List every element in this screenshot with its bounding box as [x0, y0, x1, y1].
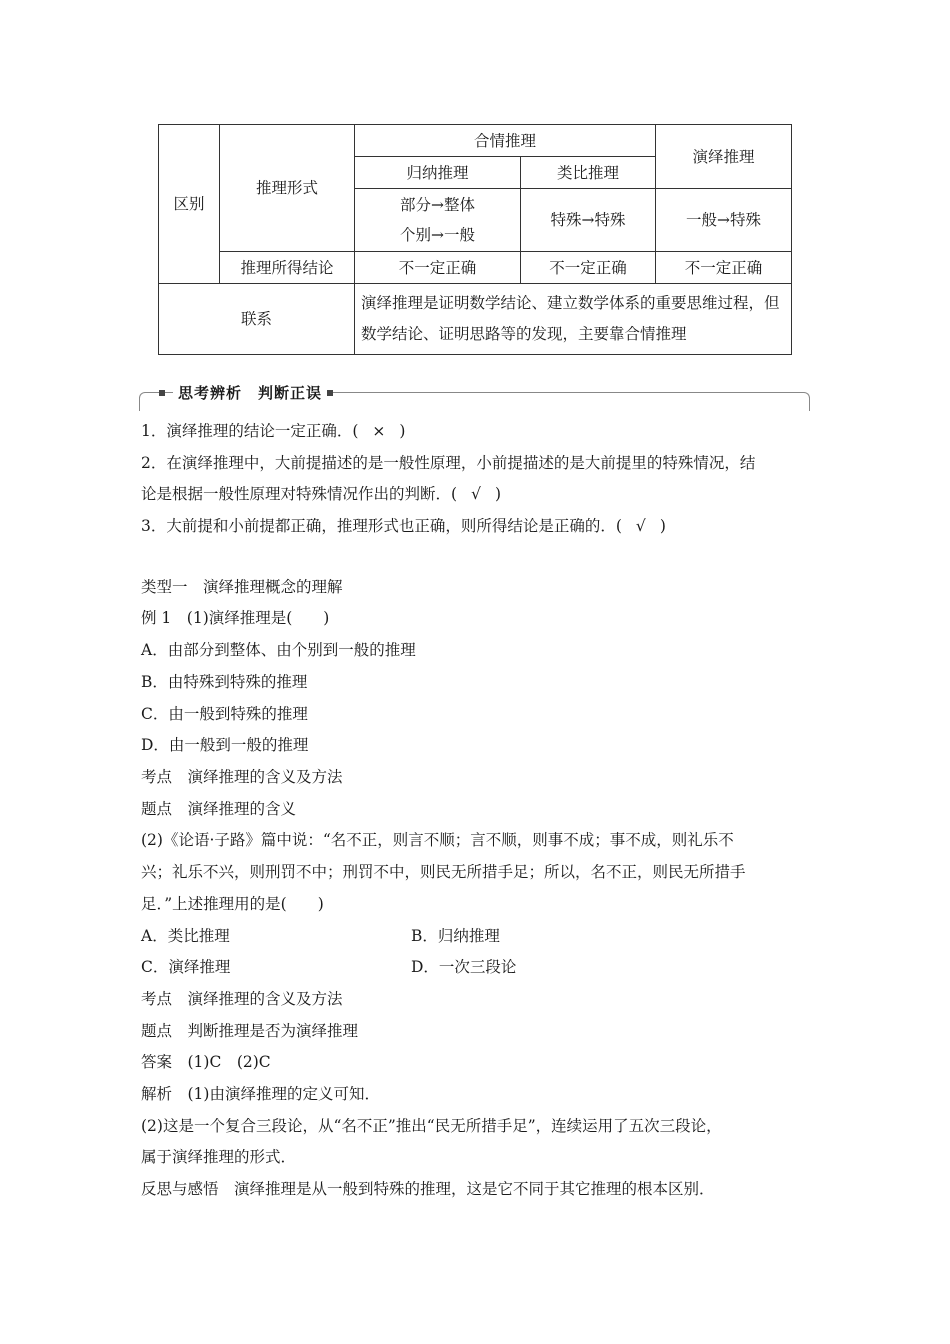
judgment-1: [141, 421, 405, 441]
q2-line-1: (2)《论语·子路》篇中说：“名不正，则言不顺；言不顺，则事不成；事不成，则礼乐不: [141, 831, 734, 849]
judgment-3-close: ): [659, 517, 666, 535]
judgment-1-mark: ×: [372, 422, 386, 440]
cell-yanyi: 演绎推理: [656, 125, 792, 189]
judgment-2-mark: √: [471, 485, 481, 503]
header-mark-left: [159, 390, 165, 396]
q2-line-3: 足．”上述推理用的是( ): [141, 895, 324, 913]
q2-line-2: 兴；礼乐不兴，则刑罚不中；刑罚不中，则民无所措手足；所以，名不正，则民无所措手: [141, 863, 746, 881]
judgment-2-line-2: [141, 484, 501, 504]
option-2a: A．类比推理: [141, 927, 230, 945]
tidian-1: 题点 演绎推理的含义: [141, 800, 297, 818]
cell-leibi-form: 特殊→特殊: [521, 189, 656, 252]
kaodian-1: 考点 演绎推理的含义及方法: [141, 768, 343, 786]
judgment-1-text: 1．演绎推理的结论一定正确．(: [141, 422, 359, 440]
judgment-3-mark: √: [635, 517, 646, 535]
type1-heading: 类型一 演绎推理概念的理解: [141, 578, 343, 596]
option-1a: A．由部分到整体、由个别到一般的推理: [141, 641, 416, 659]
option-1b: B．由特殊到特殊的推理: [141, 673, 308, 691]
analysis-1: 解析 (1)由演绎推理的定义可知．: [141, 1085, 380, 1103]
section-title: 思考辨析 判断正误: [173, 382, 327, 403]
kaodian-2: 考点 演绎推理的含义及方法: [141, 990, 343, 1008]
example1-q1: 例 1 (1)演绎推理是( ): [141, 609, 330, 627]
option-1d: D．由一般到一般的推理: [141, 736, 309, 754]
answer: 答案 (1)C (2)C: [141, 1053, 271, 1071]
analysis-2-line-2: 属于演绎推理的形式．: [141, 1148, 297, 1166]
guina-form-line-2: 个别→一般: [400, 226, 475, 244]
cell-jielun-guina: 不一定正确: [355, 252, 521, 284]
option-2c: C．演绎推理: [141, 958, 231, 976]
cell-qubie: 区别: [159, 125, 220, 284]
cell-lianxi-text: 演绎推理是证明数学结论、建立数学体系的重要思维过程，但数学结论、证明思路等的发现，主要靠合情推理: [355, 284, 792, 355]
cell-heqing: 合情推理: [355, 125, 656, 157]
reflection: 反思与感悟 演绎推理是从一般到特殊的推理，这是它不同于其它推理的根本区别．: [141, 1180, 715, 1198]
option-1c: C．由一般到特殊的推理: [141, 705, 308, 723]
judgment-2-close: ): [494, 485, 502, 503]
judgment-2-text: 论是根据一般性原理对特殊情况作出的判断．(: [141, 485, 458, 503]
header-mark-right: [327, 390, 333, 396]
judgment-3: [141, 516, 666, 536]
analysis-2-line-1: (2)这是一个复合三段论，从“名不正”推出“民无所措手足”，连续运用了五次三段论，: [141, 1117, 722, 1135]
comparison-table: [158, 124, 792, 355]
cell-tuili-xingshi: 推理形式: [220, 125, 355, 252]
option-2d: D．一次三段论: [411, 958, 517, 976]
guina-form-line-1: 部分→整体: [400, 196, 475, 214]
tidian-2: 题点 判断推理是否为演绎推理: [141, 1022, 359, 1040]
cell-jielun-yanyi: 不一定正确: [656, 252, 792, 284]
cell-guina-form: [355, 189, 521, 252]
cell-leibi: 类比推理: [521, 157, 656, 189]
judgment-2-line-1: 2．在演绎推理中，大前提描述的是一般性原理，小前提描述的是大前提里的特殊情况，结: [141, 454, 756, 472]
cell-guina: 归纳推理: [355, 157, 521, 189]
cell-lianxi-label: 联系: [159, 284, 355, 355]
cell-jielun-label: 推理所得结论: [220, 252, 355, 284]
cell-yanyi-form: 一般→特殊: [656, 189, 792, 252]
cell-jielun-leibi: 不一定正确: [521, 252, 656, 284]
judgment-1-close: ): [399, 422, 406, 440]
judgment-3-text: 3．大前提和小前提都正确，推理形式也正确，则所得结论是正确的．(: [141, 517, 622, 535]
option-2b: B．归纳推理: [411, 927, 500, 945]
section-header: [139, 380, 810, 412]
